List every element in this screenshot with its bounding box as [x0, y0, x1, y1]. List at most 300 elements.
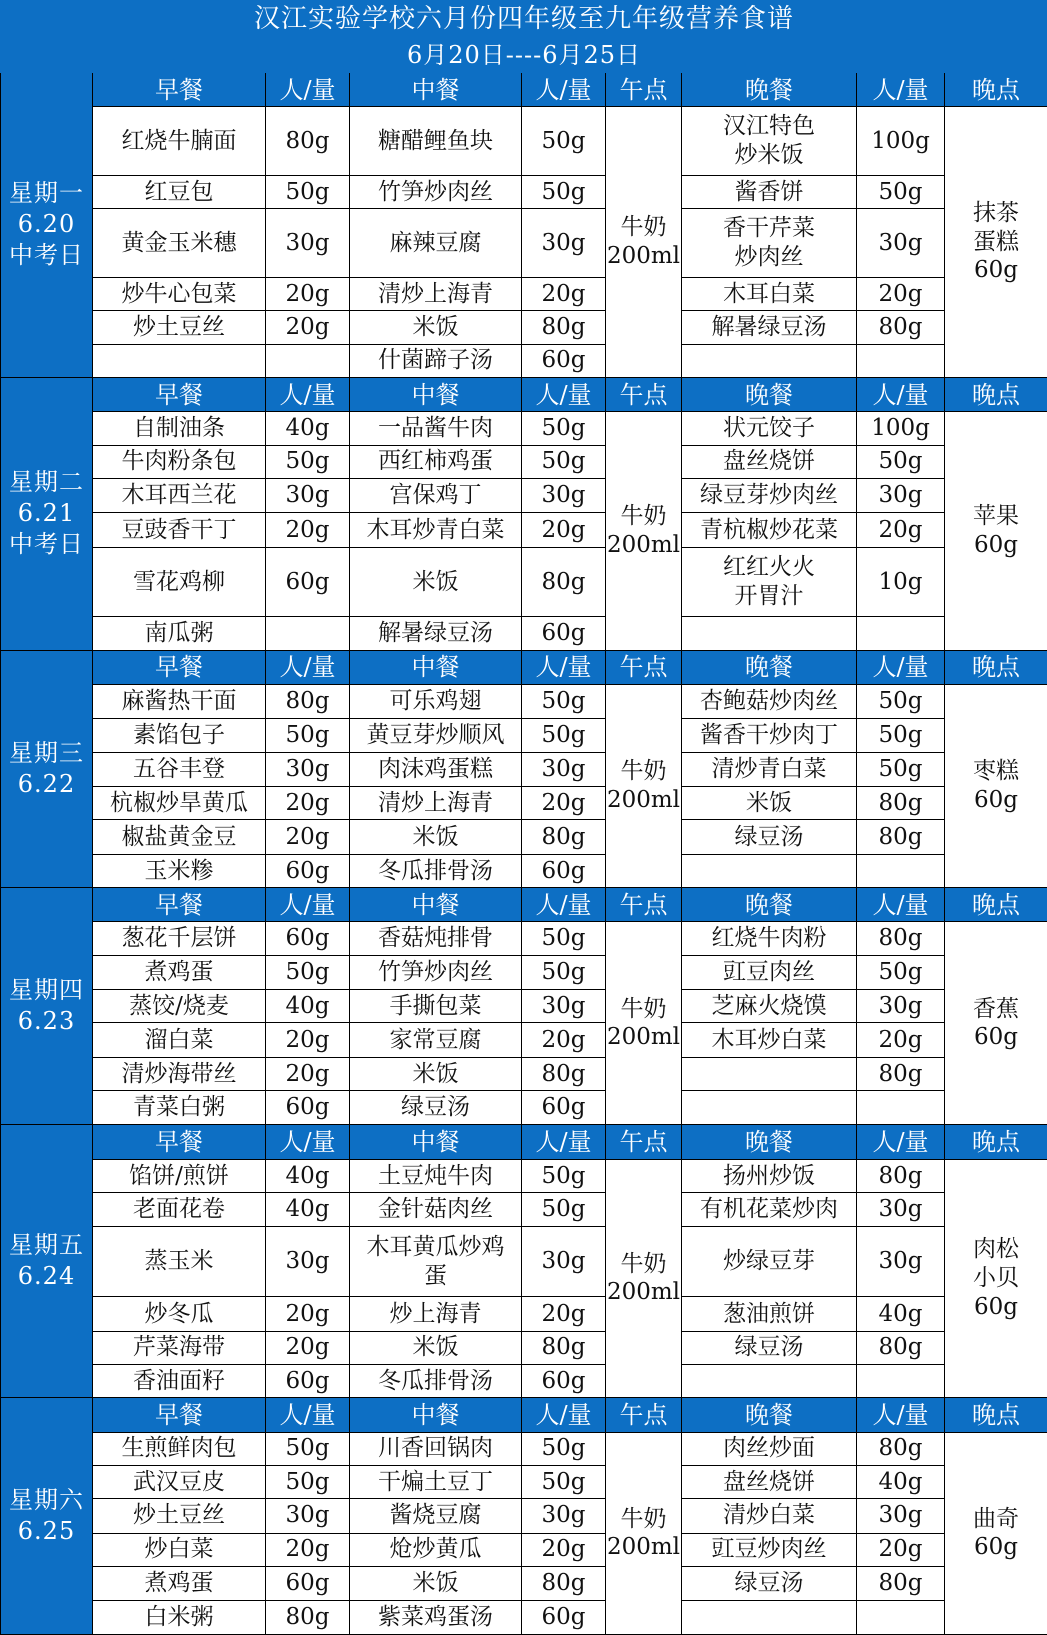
dinner-qty: 80g [857, 1057, 945, 1090]
breakfast-qty: 40g [266, 990, 350, 1023]
menu-row [1, 922, 1047, 955]
dinner-qty: 50g [857, 752, 945, 786]
dinner-qty: 10g [857, 547, 945, 617]
header-lunch-qty: 人/量 [522, 1125, 606, 1159]
header-lunch: 中餐 [350, 1125, 522, 1159]
header-night-snack: 晚点 [945, 72, 1047, 106]
breakfast-item: 煮鸡蛋 [93, 1566, 266, 1600]
menu-row [1, 1297, 1047, 1331]
dinner-qty: 30g [857, 1193, 945, 1227]
menu-row [1, 277, 1047, 310]
breakfast-item: 红烧牛腩面 [93, 107, 266, 176]
afternoon-snack: 牛奶 200ml [606, 1432, 682, 1634]
dinner-item [682, 1364, 857, 1397]
header-snack: 午点 [606, 1125, 682, 1159]
breakfast-qty: 60g [266, 1091, 350, 1125]
breakfast-item: 炒冬瓜 [93, 1297, 266, 1331]
dinner-qty: 80g [857, 1331, 945, 1364]
dinner-item [682, 617, 857, 650]
lunch-item: 米饭 [350, 1566, 522, 1600]
menu-row [1, 175, 1047, 208]
header-dinner-qty: 人/量 [857, 650, 945, 684]
breakfast-qty: 20g [266, 513, 350, 547]
lunch-item: 竹笋炒肉丝 [350, 955, 522, 989]
dinner-qty: 80g [857, 1159, 945, 1192]
header-dinner: 晚餐 [682, 72, 857, 106]
breakfast-qty: 30g [266, 209, 350, 278]
header-lunch-qty: 人/量 [522, 888, 606, 922]
lunch-qty: 80g [522, 1566, 606, 1600]
dinner-item: 绿豆汤 [682, 820, 857, 854]
lunch-item: 黄豆芽炒顺风 [350, 719, 522, 752]
breakfast-qty: 40g [266, 1193, 350, 1227]
header-snack: 午点 [606, 888, 682, 922]
night-snack: 枣糕 60g [945, 685, 1047, 888]
lunch-item: 紫菜鸡蛋汤 [350, 1601, 522, 1635]
dinner-qty [857, 1091, 945, 1125]
dinner-item [682, 1057, 857, 1090]
afternoon-snack: 牛奶 200ml [606, 107, 682, 378]
menu-row [1, 1364, 1047, 1397]
header-dinner: 晚餐 [682, 650, 857, 684]
day-header-row [1, 1125, 1047, 1159]
breakfast-item: 炒白菜 [93, 1533, 266, 1566]
dinner-item: 有机花菜炒肉 [682, 1193, 857, 1227]
night-snack: 苹果 60g [945, 412, 1047, 650]
lunch-qty: 60g [522, 344, 606, 377]
dinner-qty: 20g [857, 1023, 945, 1057]
dinner-item [682, 1091, 857, 1125]
lunch-item: 解暑绿豆汤 [350, 617, 522, 650]
dinner-item [682, 1601, 857, 1635]
dinner-qty: 40g [857, 1465, 945, 1498]
afternoon-snack: 牛奶 200ml [606, 685, 682, 888]
breakfast-qty [266, 617, 350, 650]
lunch-qty: 30g [522, 752, 606, 786]
menu-row [1, 1566, 1047, 1600]
lunch-qty: 50g [522, 955, 606, 989]
breakfast-qty: 80g [266, 107, 350, 176]
dinner-qty: 50g [857, 685, 945, 719]
dinner-item: 杏鲍菇炒肉丝 [682, 685, 857, 719]
dinner-qty: 50g [857, 445, 945, 478]
lunch-item: 肉沫鸡蛋糕 [350, 752, 522, 786]
lunch-qty: 20g [522, 1023, 606, 1057]
header-night-snack: 晚点 [945, 650, 1047, 684]
lunch-qty: 50g [522, 175, 606, 208]
breakfast-qty: 20g [266, 1297, 350, 1331]
breakfast-item: 黄金玉米穗 [93, 209, 266, 278]
dinner-qty: 50g [857, 175, 945, 208]
dinner-qty [857, 617, 945, 650]
dinner-item [682, 344, 857, 377]
menu-row [1, 412, 1047, 445]
dinner-qty: 30g [857, 1227, 945, 1297]
menu-row [1, 955, 1047, 989]
header-dinner-qty: 人/量 [857, 72, 945, 106]
breakfast-qty: 60g [266, 854, 350, 887]
breakfast-item: 素馅包子 [93, 719, 266, 752]
menu-row [1, 1091, 1047, 1125]
header-breakfast: 早餐 [93, 377, 266, 411]
day-header-row [1, 650, 1047, 684]
header-breakfast-qty: 人/量 [266, 1398, 350, 1432]
menu-row [1, 990, 1047, 1023]
dinner-item: 绿豆汤 [682, 1566, 857, 1600]
dinner-qty: 40g [857, 1297, 945, 1331]
breakfast-qty: 20g [266, 787, 350, 820]
dinner-item: 汉江特色 炒米饭 [682, 107, 857, 176]
menu-row [1, 719, 1047, 752]
menu-row [1, 1533, 1047, 1566]
menu-row [1, 1227, 1047, 1297]
lunch-qty: 30g [522, 209, 606, 278]
lunch-qty: 80g [522, 1057, 606, 1090]
day-label: 星期一 6.20 中考日 [1, 72, 93, 377]
lunch-item: 清炒上海青 [350, 787, 522, 820]
menu-row [1, 752, 1047, 786]
header-lunch-qty: 人/量 [522, 72, 606, 106]
lunch-item: 手撕包菜 [350, 990, 522, 1023]
header-breakfast-qty: 人/量 [266, 1125, 350, 1159]
lunch-item: 干煸土豆丁 [350, 1465, 522, 1498]
header-breakfast-qty: 人/量 [266, 650, 350, 684]
dinner-qty: 80g [857, 820, 945, 854]
breakfast-item: 武汉豆皮 [93, 1465, 266, 1498]
breakfast-item: 香油面籽 [93, 1364, 266, 1397]
breakfast-item: 红豆包 [93, 175, 266, 208]
lunch-qty: 80g [522, 1331, 606, 1364]
night-snack: 香蕉 60g [945, 922, 1047, 1125]
dinner-qty: 30g [857, 1499, 945, 1533]
lunch-item: 炝炒黄瓜 [350, 1533, 522, 1566]
lunch-qty: 60g [522, 854, 606, 887]
lunch-qty: 30g [522, 478, 606, 512]
lunch-qty: 30g [522, 1227, 606, 1297]
lunch-qty: 50g [522, 719, 606, 752]
dinner-qty: 20g [857, 277, 945, 310]
menu-row [1, 1023, 1047, 1057]
breakfast-qty [266, 344, 350, 377]
menu-row [1, 547, 1047, 617]
lunch-qty: 50g [522, 1193, 606, 1227]
dinner-item: 木耳白菜 [682, 277, 857, 310]
breakfast-item: 溜白菜 [93, 1023, 266, 1057]
header-lunch-qty: 人/量 [522, 377, 606, 411]
dinner-item: 红红火火 开胃汁 [682, 547, 857, 617]
dinner-item: 米饭 [682, 787, 857, 820]
menu-row [1, 787, 1047, 820]
header-dinner: 晚餐 [682, 377, 857, 411]
lunch-qty: 80g [522, 547, 606, 617]
breakfast-item: 南瓜粥 [93, 617, 266, 650]
lunch-item: 清炒上海青 [350, 277, 522, 310]
dinner-qty: 80g [857, 787, 945, 820]
dinner-qty: 80g [857, 1432, 945, 1465]
header-dinner-qty: 人/量 [857, 1398, 945, 1432]
lunch-qty: 20g [522, 513, 606, 547]
breakfast-qty: 50g [266, 719, 350, 752]
dinner-item: 香干芹菜 炒肉丝 [682, 209, 857, 278]
breakfast-qty: 80g [266, 1601, 350, 1635]
afternoon-snack: 牛奶 200ml [606, 412, 682, 650]
breakfast-qty: 30g [266, 478, 350, 512]
breakfast-item: 炒土豆丝 [93, 311, 266, 344]
lunch-item: 一品酱牛肉 [350, 412, 522, 445]
lunch-item: 香菇炖排骨 [350, 922, 522, 955]
dinner-qty [857, 344, 945, 377]
menu-row [1, 107, 1047, 176]
breakfast-qty: 60g [266, 547, 350, 617]
breakfast-qty: 50g [266, 1432, 350, 1465]
breakfast-qty: 50g [266, 955, 350, 989]
dinner-item: 肉丝炒面 [682, 1432, 857, 1465]
dinner-item [682, 854, 857, 887]
lunch-item: 宫保鸡丁 [350, 478, 522, 512]
breakfast-item: 葱花千层饼 [93, 922, 266, 955]
breakfast-qty: 20g [266, 820, 350, 854]
lunch-qty: 60g [522, 1601, 606, 1635]
header-lunch: 中餐 [350, 72, 522, 106]
day-header-row [1, 888, 1047, 922]
header-night-snack: 晚点 [945, 1125, 1047, 1159]
header-dinner: 晚餐 [682, 1125, 857, 1159]
header-lunch: 中餐 [350, 888, 522, 922]
breakfast-item: 馅饼/煎饼 [93, 1159, 266, 1192]
menu-row [1, 513, 1047, 547]
dinner-item: 红烧牛肉粉 [682, 922, 857, 955]
breakfast-qty: 60g [266, 1364, 350, 1397]
menu-row [1, 1465, 1047, 1498]
breakfast-item: 芹菜海带 [93, 1331, 266, 1364]
breakfast-item: 麻酱热干面 [93, 685, 266, 719]
dinner-item: 盘丝烧饼 [682, 445, 857, 478]
breakfast-item: 雪花鸡柳 [93, 547, 266, 617]
breakfast-item: 生煎鲜肉包 [93, 1432, 266, 1465]
menu-row [1, 344, 1047, 377]
header-dinner-qty: 人/量 [857, 888, 945, 922]
header-night-snack: 晚点 [945, 888, 1047, 922]
breakfast-qty: 30g [266, 1227, 350, 1297]
lunch-qty: 50g [522, 1159, 606, 1192]
lunch-item: 西红柿鸡蛋 [350, 445, 522, 478]
day-header-row [1, 72, 1047, 106]
dinner-qty: 30g [857, 478, 945, 512]
breakfast-qty: 60g [266, 922, 350, 955]
header-snack: 午点 [606, 1398, 682, 1432]
night-snack: 肉松 小贝 60g [945, 1159, 1047, 1397]
lunch-item: 木耳炒青白菜 [350, 513, 522, 547]
header-snack: 午点 [606, 72, 682, 106]
breakfast-qty: 20g [266, 311, 350, 344]
breakfast-item: 炒牛心包菜 [93, 277, 266, 310]
menu-row [1, 1432, 1047, 1465]
lunch-item: 炒上海青 [350, 1297, 522, 1331]
lunch-qty: 20g [522, 787, 606, 820]
breakfast-item: 玉米糁 [93, 854, 266, 887]
night-snack: 抹茶 蛋糕 60g [945, 107, 1047, 378]
menu-row [1, 209, 1047, 278]
breakfast-qty: 40g [266, 412, 350, 445]
lunch-qty: 20g [522, 1297, 606, 1331]
breakfast-qty: 60g [266, 1566, 350, 1600]
breakfast-qty: 50g [266, 445, 350, 478]
lunch-qty: 50g [522, 1465, 606, 1498]
lunch-item: 什菌蹄子汤 [350, 344, 522, 377]
header-night-snack: 晚点 [945, 1398, 1047, 1432]
menu-row [1, 445, 1047, 478]
menu-row [1, 1159, 1047, 1192]
breakfast-qty: 50g [266, 175, 350, 208]
lunch-qty: 30g [522, 1499, 606, 1533]
breakfast-qty: 20g [266, 277, 350, 310]
lunch-qty: 20g [522, 1533, 606, 1566]
dinner-qty: 80g [857, 922, 945, 955]
header-night-snack: 晚点 [945, 377, 1047, 411]
lunch-item: 米饭 [350, 1331, 522, 1364]
day-label: 星期三 6.22 [1, 650, 93, 887]
breakfast-item: 五谷丰登 [93, 752, 266, 786]
dinner-qty: 50g [857, 955, 945, 989]
dinner-item: 清炒青白菜 [682, 752, 857, 786]
header-breakfast: 早餐 [93, 1125, 266, 1159]
dinner-qty [857, 854, 945, 887]
lunch-qty: 80g [522, 311, 606, 344]
header-lunch: 中餐 [350, 650, 522, 684]
header-dinner: 晚餐 [682, 1398, 857, 1432]
header-lunch-qty: 人/量 [522, 650, 606, 684]
dinner-item: 状元饺子 [682, 412, 857, 445]
dinner-qty: 20g [857, 513, 945, 547]
header-breakfast: 早餐 [93, 888, 266, 922]
header-lunch-qty: 人/量 [522, 1398, 606, 1432]
lunch-qty: 50g [522, 107, 606, 176]
afternoon-snack: 牛奶 200ml [606, 1159, 682, 1397]
dinner-item: 扬州炒饭 [682, 1159, 857, 1192]
dinner-item: 解暑绿豆汤 [682, 311, 857, 344]
dinner-item: 芝麻火烧馍 [682, 990, 857, 1023]
header-lunch: 中餐 [350, 377, 522, 411]
breakfast-item: 煮鸡蛋 [93, 955, 266, 989]
breakfast-qty: 30g [266, 752, 350, 786]
breakfast-qty: 20g [266, 1057, 350, 1090]
dinner-item: 豇豆炒肉丝 [682, 1533, 857, 1566]
dinner-qty: 20g [857, 1533, 945, 1566]
lunch-item: 酱烧豆腐 [350, 1499, 522, 1533]
lunch-item: 金针菇肉丝 [350, 1193, 522, 1227]
header-breakfast-qty: 人/量 [266, 72, 350, 106]
lunch-item: 家常豆腐 [350, 1023, 522, 1057]
lunch-item: 竹笋炒肉丝 [350, 175, 522, 208]
lunch-qty: 60g [522, 1364, 606, 1397]
menu-row [1, 1331, 1047, 1364]
header-lunch: 中餐 [350, 1398, 522, 1432]
header-dinner-qty: 人/量 [857, 377, 945, 411]
breakfast-item: 白米粥 [93, 1601, 266, 1635]
lunch-item: 冬瓜排骨汤 [350, 1364, 522, 1397]
breakfast-item: 杭椒炒旱黄瓜 [93, 787, 266, 820]
menu-row [1, 820, 1047, 854]
header-breakfast: 早餐 [93, 72, 266, 106]
lunch-item: 土豆炖牛肉 [350, 1159, 522, 1192]
breakfast-qty: 20g [266, 1023, 350, 1057]
breakfast-item: 豆豉香干丁 [93, 513, 266, 547]
dinner-item: 绿豆汤 [682, 1331, 857, 1364]
lunch-qty: 30g [522, 990, 606, 1023]
dinner-qty: 30g [857, 209, 945, 278]
dinner-qty: 80g [857, 1566, 945, 1600]
breakfast-item: 老面花卷 [93, 1193, 266, 1227]
afternoon-snack: 牛奶 200ml [606, 922, 682, 1125]
menu-row [1, 478, 1047, 512]
menu-row [1, 617, 1047, 650]
lunch-item: 绿豆汤 [350, 1091, 522, 1125]
lunch-item: 米饭 [350, 820, 522, 854]
breakfast-qty: 30g [266, 1499, 350, 1533]
lunch-item: 可乐鸡翅 [350, 685, 522, 719]
lunch-item: 川香回锅肉 [350, 1432, 522, 1465]
dinner-item: 绿豆芽炒肉丝 [682, 478, 857, 512]
lunch-item: 米饭 [350, 311, 522, 344]
dinner-item: 酱香干炒肉丁 [682, 719, 857, 752]
breakfast-item: 炒土豆丝 [93, 1499, 266, 1533]
menu-row [1, 1499, 1047, 1533]
dinner-item: 酱香饼 [682, 175, 857, 208]
breakfast-qty: 20g [266, 1331, 350, 1364]
dinner-item: 青杭椒炒花菜 [682, 513, 857, 547]
lunch-qty: 20g [522, 277, 606, 310]
dinner-item: 葱油煎饼 [682, 1297, 857, 1331]
header-breakfast-qty: 人/量 [266, 888, 350, 922]
lunch-item: 糖醋鲤鱼块 [350, 107, 522, 176]
day-label: 星期四 6.23 [1, 888, 93, 1125]
lunch-qty: 60g [522, 617, 606, 650]
breakfast-item: 牛肉粉条包 [93, 445, 266, 478]
header-breakfast: 早餐 [93, 650, 266, 684]
breakfast-item: 椒盐黄金豆 [93, 820, 266, 854]
breakfast-item: 蒸玉米 [93, 1227, 266, 1297]
title-line-2: 6月20日----6月25日 [1, 38, 1047, 72]
header-dinner-qty: 人/量 [857, 1125, 945, 1159]
lunch-qty: 50g [522, 445, 606, 478]
breakfast-item: 清炒海带丝 [93, 1057, 266, 1090]
header-breakfast-qty: 人/量 [266, 377, 350, 411]
header-snack: 午点 [606, 650, 682, 684]
menu-row [1, 854, 1047, 887]
dinner-qty: 100g [857, 412, 945, 445]
lunch-qty: 50g [522, 412, 606, 445]
lunch-qty: 50g [522, 922, 606, 955]
breakfast-qty: 20g [266, 1533, 350, 1566]
header-snack: 午点 [606, 377, 682, 411]
lunch-qty: 50g [522, 1432, 606, 1465]
dinner-item: 木耳炒白菜 [682, 1023, 857, 1057]
dinner-qty [857, 1364, 945, 1397]
menu-row [1, 1057, 1047, 1090]
lunch-qty: 60g [522, 1091, 606, 1125]
header-breakfast: 早餐 [93, 1398, 266, 1432]
breakfast-item: 蒸饺/烧麦 [93, 990, 266, 1023]
title-line-1: 汉江实验学校六月份四年级至九年级营养食谱 [1, 1, 1047, 38]
dinner-qty: 100g [857, 107, 945, 176]
dinner-item: 炒绿豆芽 [682, 1227, 857, 1297]
lunch-item: 米饭 [350, 1057, 522, 1090]
dinner-item: 盘丝烧饼 [682, 1465, 857, 1498]
menu-row [1, 1193, 1047, 1227]
dinner-item: 清炒白菜 [682, 1499, 857, 1533]
menu-row [1, 311, 1047, 344]
day-header-row [1, 1398, 1047, 1432]
